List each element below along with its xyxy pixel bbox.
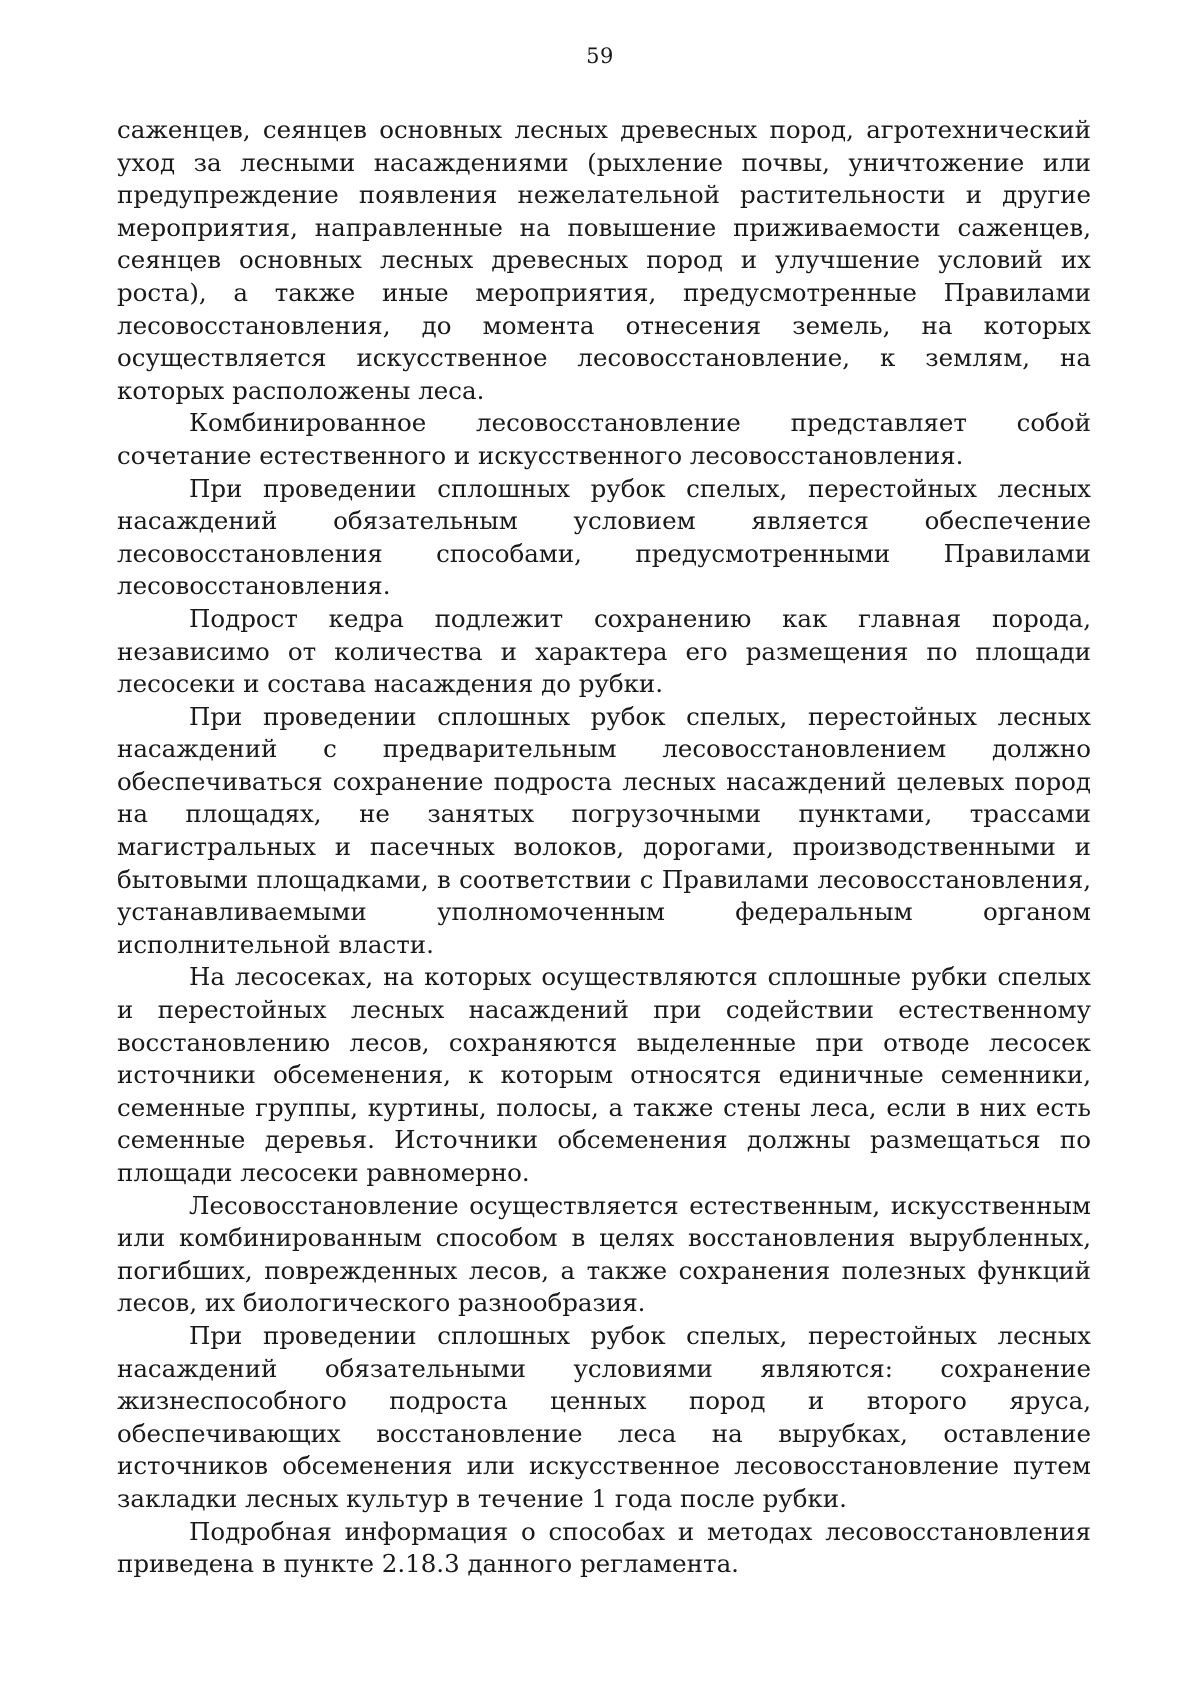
paragraph-seed-sources: На лесосеках, на которых осуществляются сплошные рубки спелых и перестойных лесных насаждений при содействии естественному восстановлению лесов, сохраняются выделенные при отводе лесосек источники обсеменения, к которым относятся единичные семенники, семенные группы, куртины, полосы, а также стены леса, если в них есть семенные деревья. Источники обсеменения должны размещаться по площади лесосеки равномерно. bbox=[117, 962, 1091, 1187]
paragraph-clear-cutting-condition: При проведении сплошных рубок спелых, перестойных лесных насаждений обязательным условием является обеспечение лесовосстановления способами, предусмотренными Правилами лесовосстановления. bbox=[117, 473, 1091, 601]
paragraph-mandatory-conditions: При проведении сплошных рубок спелых, перестойных лесных насаждений обязательными условиями являются: сохранение жизнеспособного подроста ценных пород и второго яруса, обеспечивающих восстановление леса на вырубках, оставление источников обсеменения или искусственное лесовосстановление путем закладки лесных культур в течение 1 года после рубки. bbox=[117, 1320, 1091, 1513]
paragraph-continuation: саженцев, сеянцев основных лесных древесных пород, агротехнический уход за лесными насаждениями (рыхление почвы, уничтожение или предупреждение появления нежелательной растительности и другие мероприятия, направленные на повышение приживаемости саженцев, сеянцев основных лесных древесных пород и улучшение условий их роста), а также иные мероприятия, предусмотренные Правилами лесовосстановления, до момента отнесения земель, на которых осуществляется искусственное лесовосстановление, к землям, на которых расположены леса. bbox=[117, 115, 1091, 405]
paragraph-reforestation-methods: Лесовосстановление осуществляется естественным, искусственным или комбинированным способом в целях восстановления вырубленных, погибших, поврежденных лесов, а также сохранения полезных функций лесов, их биологического разнообразия. bbox=[117, 1190, 1091, 1318]
paragraph-cedar-undergrowth: Подрост кедра подлежит сохранению как главная порода, независимо от количества и характера его размещения по площади лесосеки и состава насаждения до рубки. bbox=[117, 603, 1091, 699]
body-text bbox=[117, 114, 1091, 1581]
paragraph-preliminary-reforestation: При проведении сплошных рубок спелых, перестойных лесных насаждений с предварительным лесовосстановлением должно обеспечиваться сохранение подроста лесных насаждений целевых пород на площадях, не занятых погрузочными пунктами, трассами магистральных и пасечных волоков, дорогами, производственными и бытовыми площадками, в соответствии с Правилами лесовосстановления, устанавливаемыми уполномоченным федеральным органом исполнительной власти. bbox=[117, 701, 1091, 959]
paragraph-combined-reforestation: Комбинированное лесовосстановление представляет собой сочетание естественного и искусственного лесовосстановления. bbox=[117, 408, 1091, 470]
paragraph-reference: Подробная информация о способах и методах лесовосстановления приведена в пункте 2.18.3 данного регламента. bbox=[117, 1516, 1091, 1579]
page-number: 59 bbox=[586, 44, 614, 68]
